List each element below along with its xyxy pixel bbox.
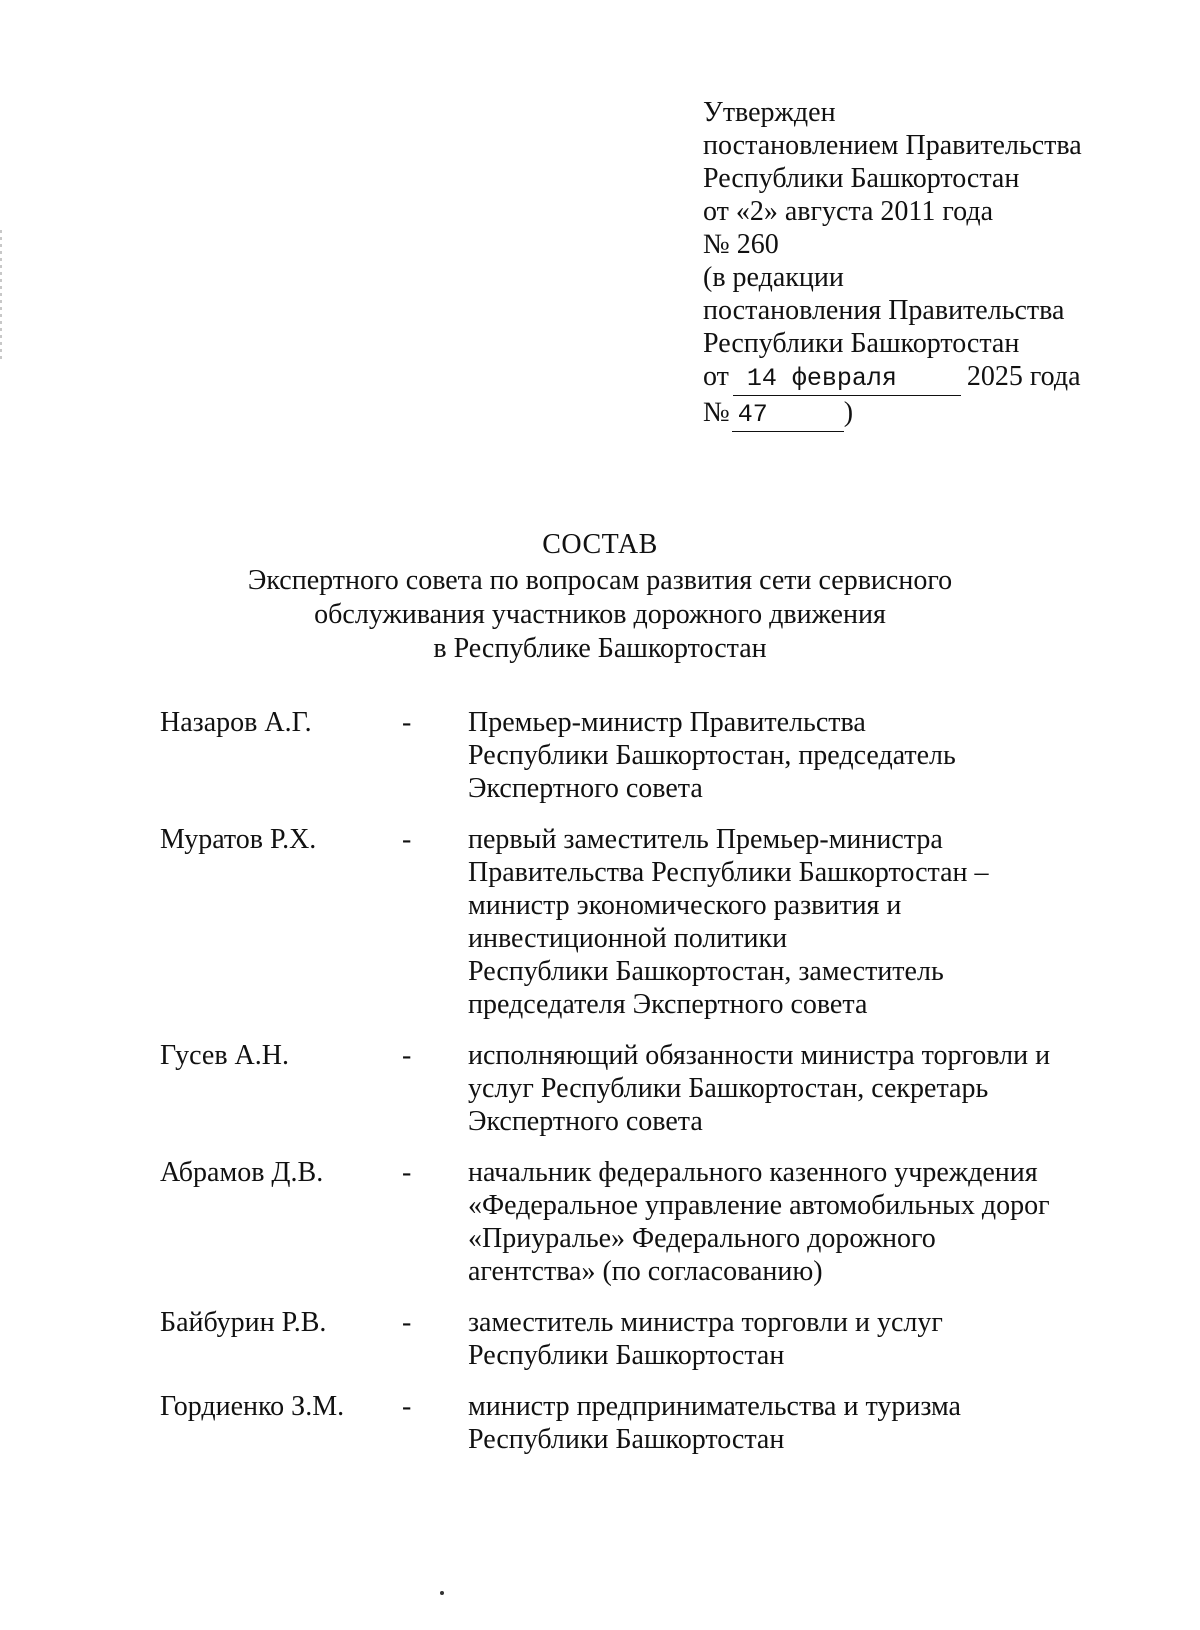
council-members-list bbox=[160, 706, 1170, 1474]
date-suffix: 2025 года bbox=[966, 361, 1081, 392]
member-name: Муратов Р.Х. bbox=[160, 824, 317, 855]
approval-line: постановлением Правительства bbox=[703, 130, 1082, 161]
approval-line: постановления Правительства bbox=[703, 295, 1065, 326]
member-role: министр предпринимательства и туризма Республики Башкортостан bbox=[468, 1391, 961, 1455]
member-name: Гусев А.Н. bbox=[160, 1040, 289, 1071]
member-row bbox=[160, 706, 1170, 805]
member-dash: - bbox=[402, 707, 412, 738]
title-line: Экспертного совета по вопросам развития сети сервисного bbox=[247, 565, 953, 596]
member-row bbox=[160, 1039, 1170, 1138]
amendment-date-line bbox=[703, 360, 1163, 396]
member-dash: - bbox=[402, 824, 412, 855]
member-name: Абрамов Д.В. bbox=[160, 1157, 324, 1188]
member-role: заместитель министра торговли и услуг Республики Башкортостан bbox=[468, 1307, 943, 1371]
member-row bbox=[160, 823, 1170, 1021]
member-role: исполняющий обязанности министра торговли и услуг Республики Башкортостан, секретарь Экспертного совета bbox=[468, 1040, 1051, 1137]
member-name: Назаров А.Г. bbox=[160, 707, 312, 738]
scan-speck bbox=[440, 1591, 444, 1595]
member-name: Гордиенко З.М. bbox=[160, 1391, 345, 1422]
member-dash: - bbox=[402, 1157, 412, 1188]
member-role: начальник федерального казенного учреждения «Федеральное управление автомобильных дорог «Приуралье» Федерального дорожного агентства» (по согласованию) bbox=[468, 1157, 1050, 1287]
title-line: обслуживания участников дорожного движения bbox=[314, 599, 886, 630]
document-heading: СОСТАВ bbox=[542, 529, 658, 560]
number-fill-blank bbox=[732, 396, 844, 432]
approval-line: (в редакции bbox=[703, 262, 844, 293]
approval-stamp-block bbox=[703, 96, 1163, 432]
date-fill-blank bbox=[733, 360, 961, 396]
number-fill-value: 47 bbox=[737, 400, 768, 429]
date-fill-value: 14 февраля bbox=[746, 364, 897, 393]
number-prefix: № bbox=[703, 397, 730, 428]
member-role: первый заместитель Премьер-министра Правительства Республики Башкортостан – министр экономического развития и инвестиционной политики Республики Башкортостан, заместитель председателя Экспертного совета bbox=[468, 824, 989, 1020]
title-line: в Республике Башкортостан bbox=[433, 633, 767, 664]
member-dash: - bbox=[402, 1040, 412, 1071]
date-prefix: от bbox=[703, 361, 729, 392]
approval-line: от «2» августа 2011 года bbox=[703, 196, 994, 227]
approval-line: Утвержден bbox=[703, 97, 836, 128]
scan-edge-mark bbox=[0, 230, 2, 360]
member-row bbox=[160, 1390, 1170, 1456]
member-dash: - bbox=[402, 1307, 412, 1338]
amendment-number-line bbox=[703, 396, 1163, 432]
member-name: Байбурин Р.В. bbox=[160, 1307, 327, 1338]
document-title-block bbox=[0, 528, 1200, 666]
member-role: Премьер-министр Правительства Республики Башкортостан, председатель Экспертного совета bbox=[468, 707, 956, 804]
approval-line: Республики Башкортостан bbox=[703, 328, 1020, 359]
member-dash: - bbox=[402, 1391, 412, 1422]
approval-line: № 260 bbox=[703, 229, 779, 260]
number-suffix: ) bbox=[843, 397, 854, 428]
member-row bbox=[160, 1156, 1170, 1288]
member-row bbox=[160, 1306, 1170, 1372]
approval-line: Республики Башкортостан bbox=[703, 163, 1020, 194]
